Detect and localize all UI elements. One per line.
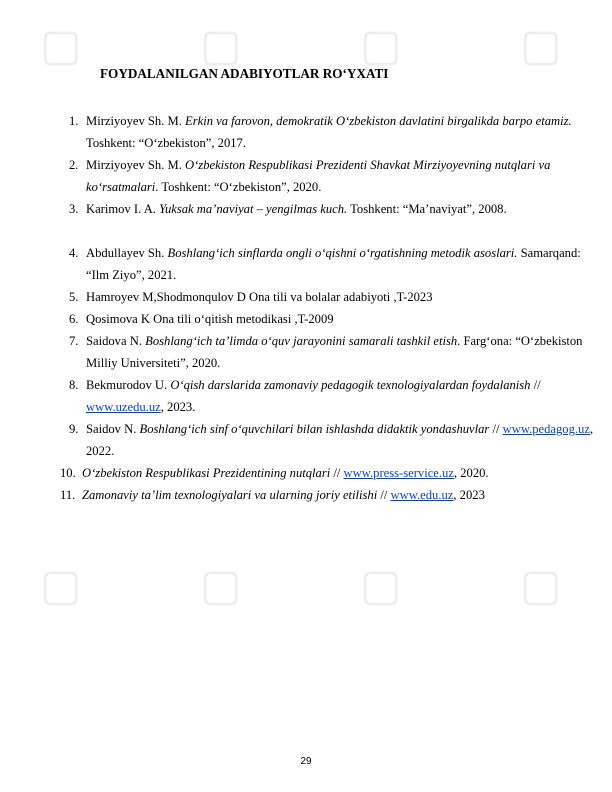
reference-separator: // xyxy=(330,466,344,480)
watermark-tile: ▢ xyxy=(520,20,564,71)
reference-separator: // xyxy=(377,488,391,502)
reference-item xyxy=(0,242,612,286)
reference-title: Erkin va farovon, demokratik O‘zbekiston davlatini birgalikda barpo etamiz. xyxy=(185,114,572,128)
reference-year: , 2023 xyxy=(453,488,485,502)
reference-text: Qosimova K Ona tili o‘qitish metodikasi ,T-2009 xyxy=(86,312,334,326)
reference-number: 3. xyxy=(69,202,79,216)
reference-title: O‘zbekiston Respublikasi Prezidentining nutqlari xyxy=(82,466,331,480)
reference-publisher: Toshkent: “O‘zbekiston”, 2017. xyxy=(86,136,247,150)
reference-author: Karimov I. A. xyxy=(86,202,156,216)
reference-number: 6. xyxy=(69,312,79,326)
reference-number: 7. xyxy=(69,334,79,348)
reference-title: Boshlang‘ich ta’limda o‘quv jarayonini samarali tashkil etish xyxy=(145,334,458,348)
reference-link[interactable]: www.uzedu.uz xyxy=(86,400,161,414)
page-number: 29 xyxy=(300,756,312,767)
reference-author: Mirziyoyev Sh. M. xyxy=(86,158,182,172)
reference-year: , 2020. xyxy=(453,466,489,480)
reference-author: Bekmurodov U. xyxy=(86,378,168,392)
reference-number: 8. xyxy=(69,378,79,392)
watermark-tile: ▢ xyxy=(200,560,244,611)
reference-publisher: . Farg‘ona: “O‘zbekiston Milliy Universiteti”, 2020. xyxy=(86,334,583,370)
reference-link[interactable]: www.edu.uz xyxy=(390,488,454,502)
reference-item xyxy=(0,484,612,506)
reference-publisher: . Toshkent: “O‘zbekiston”, 2020. xyxy=(155,180,322,194)
watermark-tile: ▢ xyxy=(40,20,84,71)
reference-number: 11. xyxy=(60,488,76,502)
reference-item xyxy=(0,330,612,374)
reference-number: 5. xyxy=(69,290,79,304)
reference-year: , 2023. xyxy=(160,400,196,414)
reference-number: 2. xyxy=(69,158,79,172)
reference-item xyxy=(0,198,612,242)
watermark-tile: ▢ xyxy=(200,20,244,71)
reference-item xyxy=(0,462,612,484)
watermark-tile: ▢ xyxy=(360,20,404,71)
reference-title: Boshlang‘ich sinflarda ongli o‘qishni o‘rgatishning metodik asoslari. xyxy=(167,246,518,260)
reference-number: 10. xyxy=(60,466,76,480)
reference-publisher: Toshkent: “Ma’naviyat”, 2008. xyxy=(347,202,507,216)
reference-number: 9. xyxy=(69,422,79,436)
reference-year: , 2022. xyxy=(86,422,594,458)
reference-title: Boshlang‘ich sinf o‘quvchilari bilan ishlashda didaktik yondashuvlar xyxy=(139,422,490,436)
page-title: FOYDALANILGAN ADABIYOTLAR RO‘YXATI xyxy=(100,66,389,81)
reference-title: O‘zbekiston Respublikasi Prezidenti Shavkat Mirziyoyevning nutqlari va ko‘rsatmalari xyxy=(86,158,551,194)
reference-separator: // xyxy=(489,422,503,436)
reference-item xyxy=(0,154,612,198)
reference-separator: // xyxy=(530,378,541,392)
reference-author: Saidova N. xyxy=(86,334,142,348)
watermark-tile: ▢ xyxy=(520,560,564,611)
reference-item xyxy=(0,374,612,418)
reference-item xyxy=(0,418,612,462)
reference-title: Yuksak ma’naviyat – yengilmas kuch. xyxy=(159,202,348,216)
watermark-tile: ▢ xyxy=(40,560,84,611)
reference-author: Abdullayev Sh. xyxy=(86,246,165,260)
reference-author: Mirziyoyev Sh. M. xyxy=(86,114,182,128)
watermark-tile: ▢ xyxy=(360,560,404,611)
reference-number: 4. xyxy=(69,246,79,260)
reference-title: Zamonaviy ta’lim texnologiyalari va ularning joriy etilishi xyxy=(82,488,378,502)
reference-author: Saidov N. xyxy=(86,422,137,436)
reference-item xyxy=(0,286,612,308)
reference-publisher: Samarqand: “Ilm Ziyo”, 2021. xyxy=(86,246,581,282)
reference-item xyxy=(0,110,612,154)
reference-title: O‘qish darslarida zamonaviy pedagogik texnologiyalardan foydalanish xyxy=(170,378,531,392)
reference-link[interactable]: www.press-service.uz xyxy=(343,466,454,480)
reference-number: 1. xyxy=(69,114,79,128)
reference-link[interactable]: www.pedagog.uz xyxy=(502,422,590,436)
reference-text: Hamroyev M,Shodmonqulov D Ona tili va bolalar adabiyoti ,T-2023 xyxy=(86,290,433,304)
reference-item xyxy=(0,308,612,330)
